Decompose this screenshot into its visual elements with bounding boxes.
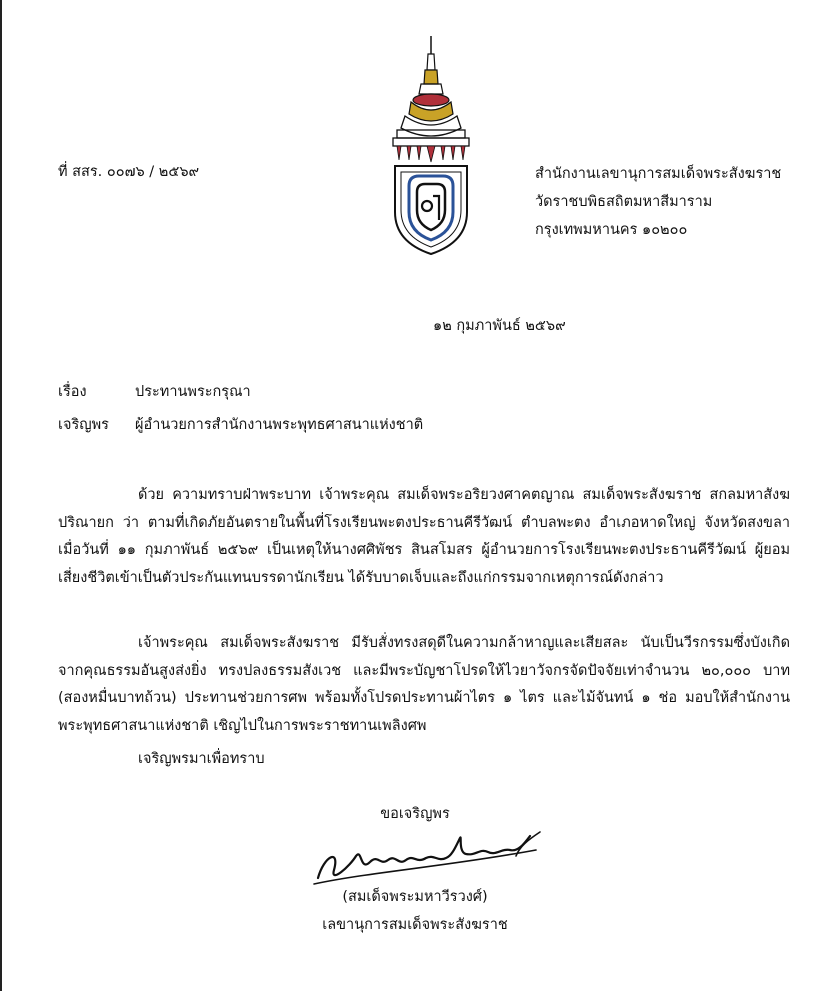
- subject-text: ประทานพระกรุณา: [135, 384, 251, 400]
- recipient-row: [58, 413, 423, 436]
- sender-address: [535, 160, 781, 244]
- body-paragraph-1: [58, 482, 790, 592]
- body-paragraph-2-text: เจ้าพระคุณ สมเด็จพระสังฆราช มีรับสั่งทรงสดุดีในความกล้าหาญและเสียสละ นับเป็นวีรกรรมซึ่งบังเกิดจากคุณธรรมอันสูงส่งยิ่ง ทรงปลงธรรมสังเวช และมีพระบัญชาโปรดให้ไวยาวัจกรจัดปัจจัยเท่าจำนวน ๒๐,๐๐๐ บาท (สองหมื่นบาทถ้วน) ประทานช่วยการศพ พร้อมทั้งโปรดประทานผ้าไตร ๑ ไตร และไม้จันทน์ ๑ ช่อ มอบให้สำนักงานพระพุทธศาสนาแห่งชาติ เชิญไปในการพระราชทานเพลิงศพ: [58, 635, 790, 734]
- subject-row: [58, 380, 251, 403]
- address-line-temple: วัดราชบพิธสถิตมหาสีมาราม: [535, 194, 713, 210]
- handwritten-signature: [310, 826, 546, 892]
- signatory-position: เลขานุการสมเด็จพระสังฆราช: [322, 917, 508, 933]
- address-line-office: สำนักงานเลขานุการสมเด็จพระสังฆราช: [535, 166, 782, 182]
- document-reference-number: ที่ สสร. ๐๐๗๖ / ๒๕๖๙: [58, 164, 200, 180]
- subject-label: เรื่อง: [58, 384, 87, 400]
- signatory-name: (สมเด็จพระมหาวีรวงศ์): [342, 889, 488, 905]
- page-left-edge: [0, 0, 2, 991]
- recipient-label: เจริญพร: [58, 417, 109, 433]
- body-paragraph-1-text: ด้วย ความทราบฝ่าพระบาท เจ้าพระคุณ สมเด็จพระอริยวงศาคตญาณ สมเด็จพระสังฆราช สกลมหาสังฆปริณายก ว่า ตามที่เกิดภัยอันตรายในพื้นที่โรงเรียนพะตงประธานคีรีวัฒน์ ตำบลพะตง อำเภอหาดใหญ่ จังหวัดสงขลา เมื่อวันที่ ๑๑ กุมภาพันธ์ ๒๕๖๙ เป็นเหตุให้นางศศิพัชร สินสโมสร ผู้อำนวยการโรงเรียนพะตงประธานคีรีวัฒน์ ผู้ยอมเสี่ยงชีวิตเข้าเป็นตัวประกันแทนบรรดานักเรียน ได้รับบาดเจ็บและถึงแก่กรรมจากเหตุการณ์ดังกล่าว: [58, 487, 790, 586]
- address-line-city: กรุงเทพมหานคร ๑๐๒๐๐: [535, 222, 688, 238]
- complimentary-close: ขอเจริญพร: [380, 806, 450, 822]
- closing-line: เจริญพรมาเพื่อทราบ: [138, 751, 265, 767]
- body-paragraph-2: [58, 630, 790, 740]
- recipient-text: ผู้อำนวยการสำนักงานพระพุทธศาสนาแห่งชาติ: [135, 417, 424, 433]
- royal-monogram-emblem-icon: [383, 36, 479, 256]
- letter-date: ๑๒ กุมภาพันธ์ ๒๕๖๙: [433, 318, 566, 334]
